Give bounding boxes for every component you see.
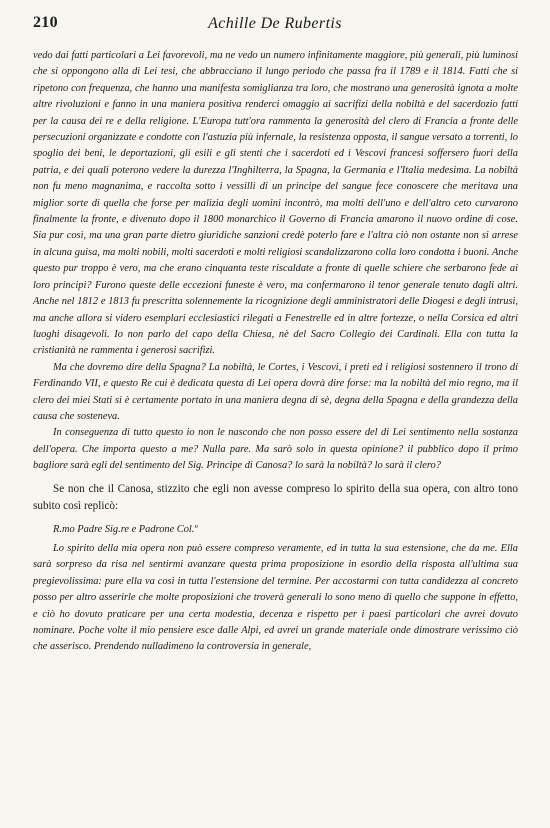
page-body xyxy=(33,48,518,656)
paragraph-5: Lo spirito della mia opera non può essere compreso veramente, ed in tutta la sua estensione, che da me. Ella sarà sorpreso da risa nel sentirmi avanzare questa prima proposizione in esordio della risposta all'ultima sua pregievolissima: pure ella va così in tutta l'estensione del termine. Per accostarmi con tutta candidezza al concreto posso per altro asserirle che molte proposizioni che troverà generali lo sono meno di quello che suppone in effetto, e ciò ho dovuto praticare per una certa modestia, decenza e rispetto per i paesi particolari che avrei dovuto nominare. Poche volte il mio pensiere esce dalle Alpi, ed avrei un grande materiale onde dimostrare verissimo ciò che asserisco. Prendendo nulladimeno la controversia in generale, xyxy=(33,542,518,653)
page-header xyxy=(33,14,517,38)
paragraph-1: vedo dai fatti particolari a Lei favorevoli, ma ne vedo un numero infinitamente maggiore, più generali, più luminosi che si oppongono alla di Lei tesi, che abbracciano il lungo periodo che passa fra il 1789 e il 1814. Fatti che si ripetono con frequenza, che hanno una manifesta somiglianza tra loro, che mostrano una generosità ignota a molte altre rivoluzioni e fanno in una maniera positiva renderci omaggio ai sacrifizi della nobiltà e del sacerdozio fatti per la causa dei re e della religione. L'Europa tutt'ora rammenta la generosità del clero di Francia a fronte delle persecuzioni organizzate e condotte con l'astuzia più infernale, la resistenza opposta, il sangue versato a torrenti, lo spoglio dei beni, le deportazioni, gli esili e gli stenti che i sacerdoti ed i Vescovi francesi soffersero fuori della patria, e dei quali poterono vedere la durezza l'Inghilterra, la Spagna, la Germania e l'Italia medesima. La nobiltà non fu meno magnanima, e raccolta sotto i vessilli di un principe del sangue fece conoscere che meritava una miglior sorte di quella che forse per malizia degli uomini incontrò, ma molti dell'uno e dell'altro ceto curvarono finalmente la fronte, e divenuto dopo il 1800 monarchico il Governo di Francia amarono il nuovo ordine di cose. Sia pur così, ma una gran parte dietro giuridiche sanzioni credè poterlo fare e l'altra ciò non ostante non si arrese in alcuna guisa, ma molti nobili, molti sacerdoti e molti religiosi scandalizzarono colla loro condotta i buoni. Anche questo pur troppo è vero, ma che erano cinquanta teste riscaldate a fronte di quelle schiere che serbarono fede ai loro principi? Furono queste delle eccezioni funeste è vero, ma confermarono il tenor generale tenuto dagli altri. Anche nel 1812 e 1813 fu prescritta solennemente la ricognizione degli amministratori delle Diogesi e degli intrusi, ma anche allora si videro esemplari ecclesiastici rilegati a Fenestrelle ed in altre fortezze, o nella Corsica ed altri luoghi disagevoli. Io non parlo del capo della Chiesa, nè del Sacro Collegio dei Cardinali. Ella con tutta la cristianità ne rammenta i generosi sacrifizi. xyxy=(33,50,518,357)
running-head: Achille De Rubertis xyxy=(208,15,342,32)
paragraph-2: Ma che dovremo dire della Spagna? La nobiltà, le Cortes, i Vescovi, i preti ed i religiosi sostennero il trono di Ferdinando VII, e questo Re cui è dedicata questa di Lei opera dovrà dire forse: ma la nobiltà del mio regno, ma il clero dei miei Stati si è certamente portato in una maniera degna di sè, degna della Spagna e della grandezza della causa che sosteneva. xyxy=(33,361,518,422)
paragraph-3: In conseguenza di tutto questo io non le nascondo che non posso essere del di Lei sentimento nella sostanza dell'opera. Che importa questo a me? Nulla pare. Ma sarò solo in questa opinione? il pubblico dopo il primo bagliore sarà egli del sentimento del Sig. Principe di Canosa? lo sarà la nobiltà? lo sarà il clero? xyxy=(33,427,518,472)
letter-salutation: R.mo Padre Sig.re e Padrone Col.º xyxy=(53,523,198,535)
narrative-paragraph: Se non che il Canosa, stizzito che egli non avesse compreso lo spirito della sua opera, con altro tono subito così replicò: xyxy=(33,482,518,512)
page-number: 210 xyxy=(33,14,58,31)
